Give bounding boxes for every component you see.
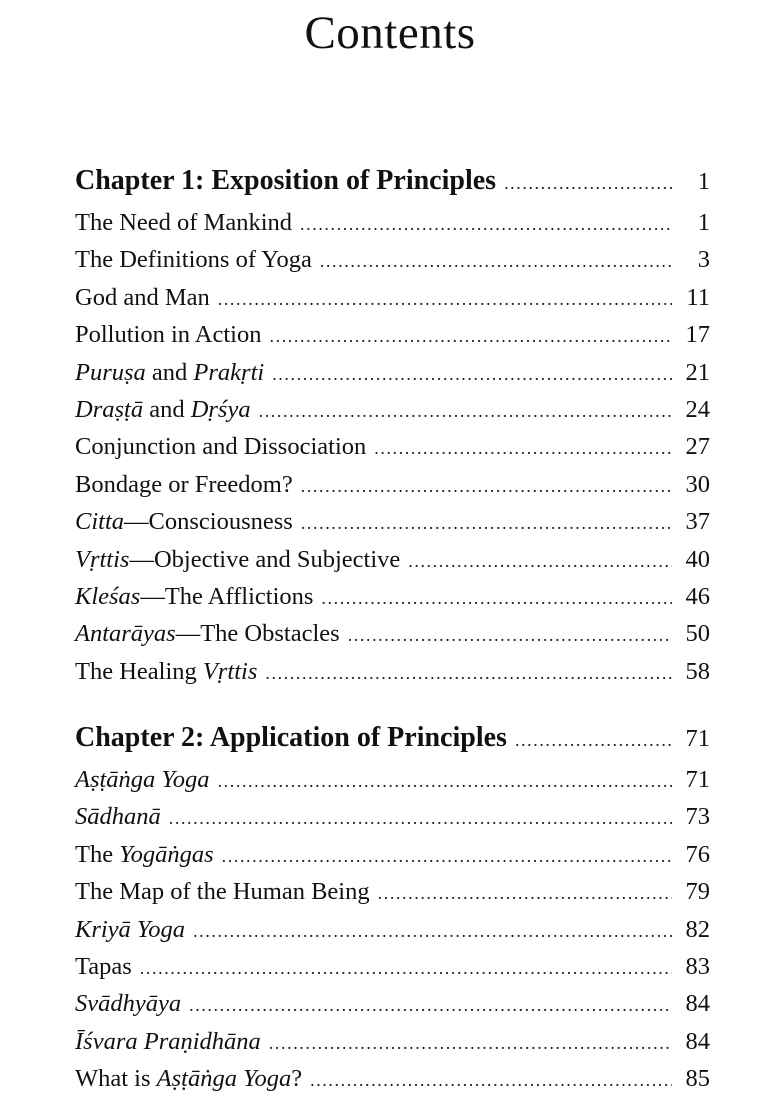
toc-entry-title bbox=[75, 803, 161, 831]
toc-entry[interactable] bbox=[75, 583, 710, 617]
page-number: 27 bbox=[685, 433, 710, 461]
title-text: What is bbox=[75, 1065, 157, 1093]
page-number: 84 bbox=[685, 990, 710, 1018]
toc-entry-title bbox=[75, 916, 185, 944]
dot-leader bbox=[515, 730, 672, 751]
toc-entry[interactable] bbox=[75, 321, 710, 355]
dot-leader bbox=[218, 771, 672, 792]
title-text: —Consciousness bbox=[124, 508, 293, 536]
toc-entry-title bbox=[75, 209, 292, 237]
dot-leader bbox=[218, 289, 672, 310]
page-number: 58 bbox=[685, 657, 710, 685]
toc-entry[interactable] bbox=[75, 433, 710, 467]
toc-entry-title bbox=[75, 1028, 261, 1056]
dot-leader bbox=[193, 921, 672, 942]
italic-term: Citta bbox=[75, 508, 125, 536]
chapter-heading-title: Chapter 1: Exposition of Principles bbox=[75, 165, 497, 196]
toc-entry-title bbox=[75, 841, 214, 869]
title-text: The Definitions of Yoga bbox=[75, 246, 312, 274]
page-number: 30 bbox=[685, 470, 710, 498]
italic-term: Vṛttis bbox=[75, 545, 130, 573]
page-number: 82 bbox=[685, 915, 710, 943]
toc-entry-title bbox=[75, 878, 370, 906]
toc-entry-title bbox=[75, 396, 251, 424]
toc-entry[interactable] bbox=[75, 916, 710, 950]
dot-leader bbox=[222, 846, 672, 867]
toc-entry[interactable] bbox=[75, 953, 710, 987]
toc-entry[interactable] bbox=[75, 546, 710, 580]
title-text: —The Obstacles bbox=[175, 620, 340, 648]
title-text: The bbox=[75, 840, 120, 868]
toc-entry-title bbox=[75, 471, 293, 499]
page-number: 79 bbox=[685, 878, 710, 906]
toc-entry-title bbox=[75, 321, 262, 349]
dot-leader bbox=[348, 625, 672, 646]
toc-entry[interactable] bbox=[75, 658, 710, 692]
toc-entry-title bbox=[75, 433, 366, 461]
italic-term: Prakṛti bbox=[193, 358, 265, 386]
toc-entry[interactable] bbox=[75, 803, 710, 837]
dot-leader bbox=[140, 958, 672, 979]
title-text: —Objective and Subjective bbox=[129, 545, 401, 573]
title-text: The Healing bbox=[75, 657, 203, 685]
dot-leader bbox=[374, 438, 672, 459]
toc-entry[interactable] bbox=[75, 620, 710, 654]
toc-entry-title bbox=[75, 953, 132, 981]
italic-term: Puruṣa bbox=[75, 358, 146, 386]
dot-leader bbox=[300, 214, 672, 235]
italic-term: Antarāyas bbox=[75, 620, 176, 648]
title-text: Conjunction and Dissociation bbox=[75, 433, 367, 461]
title-text: God and Man bbox=[75, 283, 210, 311]
dot-leader bbox=[378, 883, 672, 904]
dot-leader bbox=[310, 1070, 672, 1091]
title-text: The Map of the Human Being bbox=[75, 878, 370, 906]
page-number: 73 bbox=[685, 803, 710, 831]
italic-term: Yogāṅgas bbox=[119, 840, 214, 868]
page-number: 71 bbox=[685, 766, 710, 793]
toc-entry[interactable] bbox=[75, 766, 710, 800]
italic-term: Draṣṭā bbox=[75, 396, 144, 423]
page-number: 21 bbox=[685, 358, 710, 386]
toc-entry-title bbox=[75, 546, 400, 574]
toc-entry-title bbox=[75, 766, 210, 794]
toc-entry-title bbox=[75, 990, 181, 1018]
italic-term: Kriyā Yoga bbox=[75, 915, 186, 943]
toc-entry-title bbox=[75, 508, 293, 536]
toc-entry[interactable] bbox=[75, 209, 710, 243]
dot-leader bbox=[408, 551, 672, 572]
page-number: 85 bbox=[685, 1065, 710, 1093]
dot-leader bbox=[272, 364, 672, 385]
dot-leader bbox=[269, 1033, 672, 1054]
page-number: 17 bbox=[685, 321, 710, 349]
page-number: 50 bbox=[685, 620, 710, 648]
title-text: Bondage or Freedom? bbox=[75, 470, 293, 498]
toc-entry-title bbox=[75, 246, 312, 274]
toc-entry[interactable] bbox=[75, 246, 710, 280]
page-number: 40 bbox=[685, 545, 710, 573]
page-number: 24 bbox=[685, 396, 710, 423]
dot-leader bbox=[321, 588, 672, 609]
page-number: 37 bbox=[685, 508, 710, 536]
page-number: 3 bbox=[697, 246, 710, 274]
toc-entry[interactable] bbox=[75, 1065, 710, 1099]
toc-entry[interactable] bbox=[75, 284, 710, 318]
italic-term: Dṛśya bbox=[190, 396, 251, 423]
toc-entry[interactable] bbox=[75, 396, 710, 430]
dot-leader bbox=[320, 251, 672, 272]
toc-entry-title bbox=[75, 1065, 302, 1093]
chapter-heading[interactable] bbox=[75, 722, 710, 756]
title-text: ? bbox=[291, 1065, 303, 1093]
title-text: —The Afflictions bbox=[140, 583, 314, 610]
page-number: 46 bbox=[685, 583, 710, 610]
dot-leader bbox=[265, 663, 672, 684]
page-title: Contents bbox=[304, 7, 476, 59]
toc-entry-title bbox=[75, 359, 264, 387]
dot-leader bbox=[189, 995, 672, 1016]
page-number: 1 bbox=[697, 168, 710, 195]
title-text: and bbox=[145, 358, 194, 386]
page-number: 71 bbox=[685, 725, 710, 752]
italic-term: Aṣṭāṅga Yoga bbox=[75, 766, 210, 793]
chapter-heading-title: Chapter 2: Application of Principles bbox=[75, 722, 507, 753]
dot-leader bbox=[301, 476, 672, 497]
page-number: 1 bbox=[697, 209, 710, 236]
italic-term: Vṛttis bbox=[202, 657, 258, 685]
dot-leader bbox=[270, 326, 673, 347]
italic-term: Kleśas bbox=[75, 583, 141, 610]
toc-entry-title bbox=[75, 583, 313, 611]
italic-term: Sādhanā bbox=[75, 803, 161, 831]
toc-entry[interactable] bbox=[75, 990, 710, 1024]
italic-term: Svādhyāya bbox=[75, 990, 182, 1018]
toc-entry[interactable] bbox=[75, 471, 710, 505]
dot-leader bbox=[259, 401, 672, 422]
title-text: Pollution in Action bbox=[75, 321, 262, 349]
chapter-heading[interactable] bbox=[75, 165, 710, 199]
page-number: 83 bbox=[685, 953, 710, 980]
italic-term: Īśvara Praṇidhāna bbox=[75, 1027, 261, 1055]
italic-term: Aṣṭāṅga Yoga bbox=[156, 1065, 292, 1093]
title-text: The Need of Mankind bbox=[75, 209, 293, 236]
toc-entry-title bbox=[75, 284, 210, 312]
title-text: and bbox=[143, 396, 191, 423]
toc-entry[interactable] bbox=[75, 508, 710, 542]
title-text: Tapas bbox=[75, 953, 132, 980]
page-number: 11 bbox=[686, 283, 710, 311]
page-number: 84 bbox=[685, 1027, 710, 1055]
toc-entry[interactable] bbox=[75, 1028, 710, 1062]
toc-entry-title bbox=[75, 658, 257, 686]
page-number: 76 bbox=[685, 840, 710, 868]
toc-entry-title bbox=[75, 620, 340, 648]
dot-leader bbox=[169, 808, 672, 829]
dot-leader bbox=[504, 173, 672, 194]
toc-entry[interactable] bbox=[75, 841, 710, 875]
toc-entry[interactable] bbox=[75, 359, 710, 393]
toc-entry[interactable] bbox=[75, 878, 710, 912]
dot-leader bbox=[301, 513, 672, 534]
